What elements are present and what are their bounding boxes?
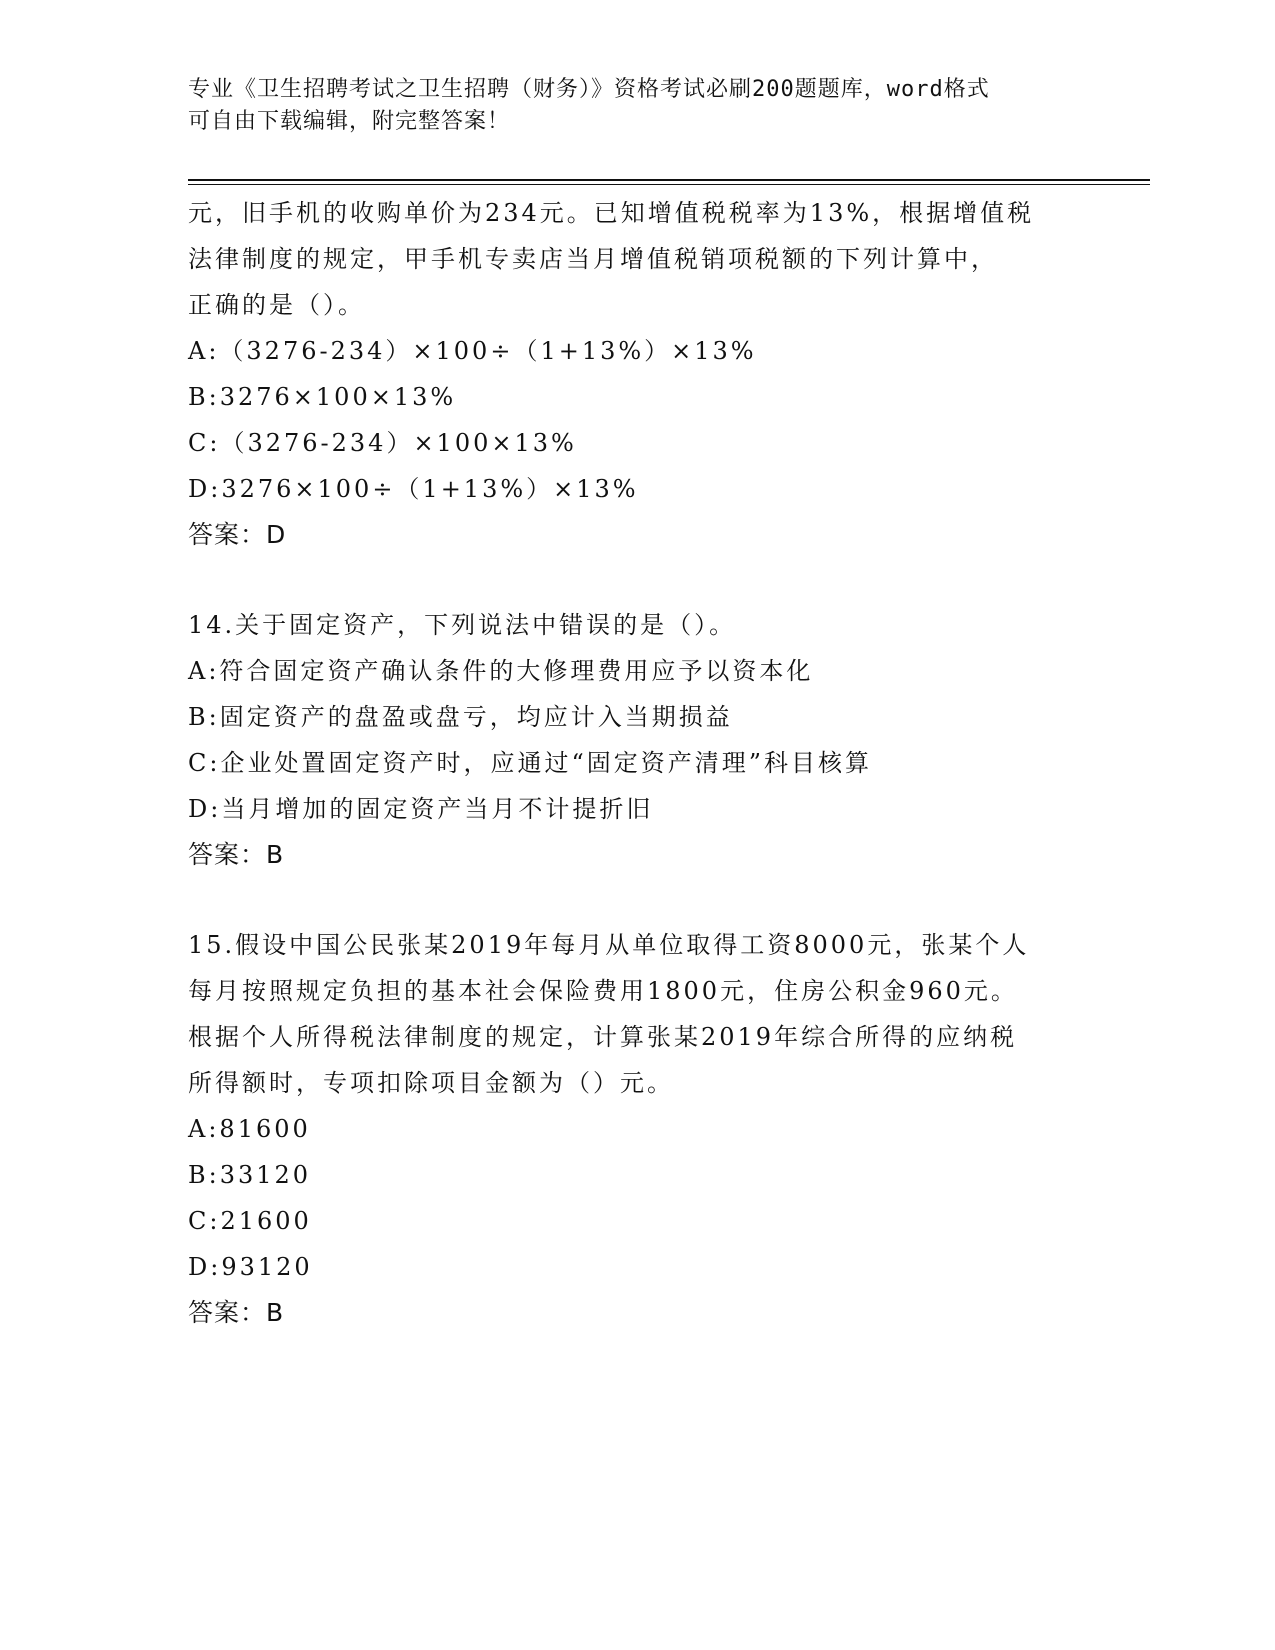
option-a: A:符合固定资产确认条件的大修理费用应予以资本化: [188, 657, 814, 685]
option-b: B:3276×100×13%: [188, 383, 457, 411]
option-d: D:3276×100÷（1+13%）×13%: [188, 475, 639, 503]
document-header: [188, 74, 1088, 138]
header-line-1: 专业《卫生招聘考试之卫生招聘（财务）》资格考试必刷200题题库，word格式: [188, 77, 990, 102]
spacer: [188, 878, 1088, 922]
option-c: C:（3276-234）×100×13%: [188, 429, 577, 457]
header-divider: [188, 179, 1150, 185]
option-b: B:固定资产的盘盈或盘亏，均应计入当期损益: [188, 703, 733, 731]
option-d: D:93120: [188, 1253, 313, 1281]
question-text-line: 根据个人所得税法律制度的规定，计算张某2019年综合所得的应纳税: [188, 1023, 1018, 1051]
option-b: B:33120: [188, 1161, 312, 1189]
answer-line: 答案：D: [188, 520, 287, 549]
header-line-2: 可自由下载编辑，附完整答案！: [188, 109, 511, 134]
question-text-line: 14.关于固定资产，下列说法中错误的是（）。: [188, 611, 737, 639]
question-list: [188, 190, 1088, 1336]
question-text-line: 15.假设中国公民张某2019年每月从单位取得工资8000元，张某个人: [188, 931, 1030, 959]
option-c: C:21600: [188, 1207, 312, 1235]
question-text-line: 正确的是（）。: [188, 291, 365, 319]
question-14: [188, 602, 1088, 878]
spacer: [188, 558, 1088, 602]
option-d: D:当月增加的固定资产当月不计提折旧: [188, 795, 654, 823]
option-a: A:81600: [188, 1115, 311, 1143]
question-13: [188, 190, 1088, 558]
question-text-line: 法律制度的规定，甲手机专卖店当月增值税销项税额的下列计算中，: [188, 245, 998, 273]
option-c: C:企业处置固定资产时，应通过“固定资产清理”科目核算: [188, 749, 872, 777]
option-a: A:（3276-234）×100÷（1+13%）×13%: [188, 337, 757, 365]
question-text-line: 每月按照规定负担的基本社会保险费用1800元，住房公积金960元。: [188, 977, 1018, 1005]
question-text-line: 元，旧手机的收购单价为234元。已知增值税税率为13%，根据增值税: [188, 199, 1035, 227]
answer-line: 答案：B: [188, 1298, 285, 1327]
question-15: [188, 922, 1088, 1336]
question-text-line: 所得额时，专项扣除项目金额为（）元。: [188, 1069, 674, 1097]
answer-line: 答案：B: [188, 840, 285, 869]
